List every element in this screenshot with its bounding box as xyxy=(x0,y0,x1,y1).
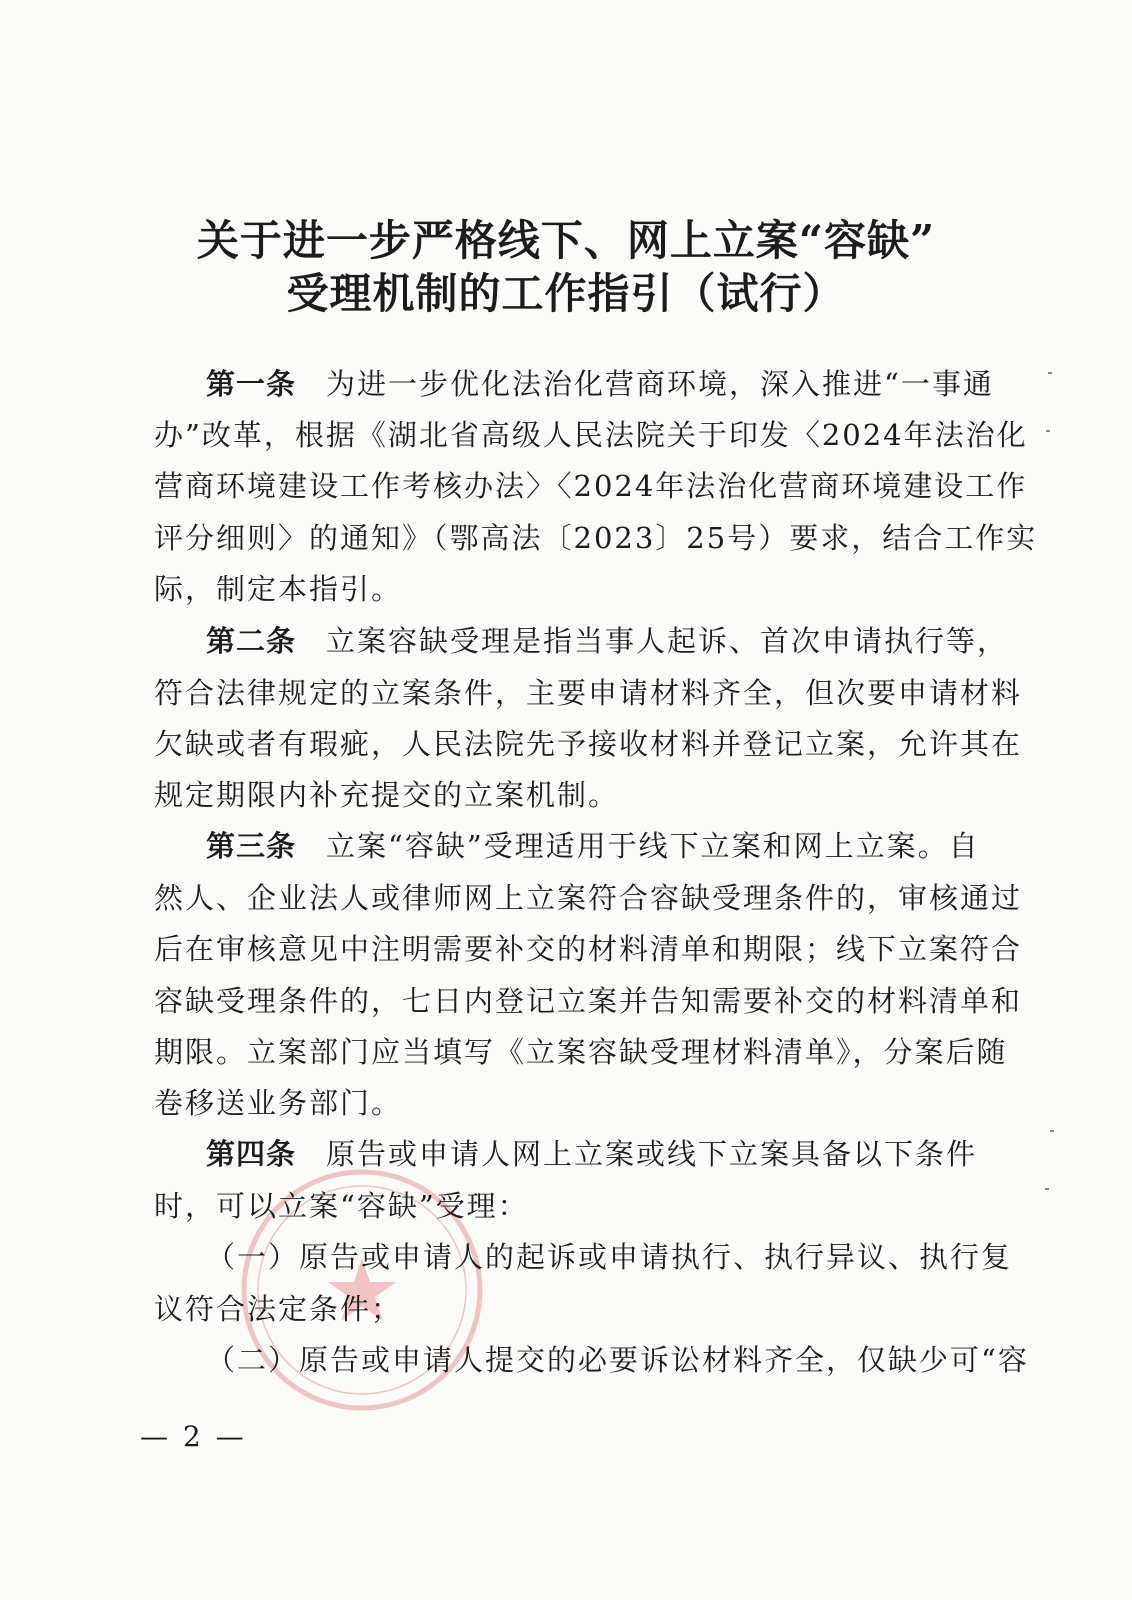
document-title-line-1: 关于进一步严格线下、网上立案“容缺” xyxy=(196,216,936,265)
article-2-label: 第二条 xyxy=(206,624,297,658)
article-1-line-2: 办”改革，根据《湖北省高级人民法院关于印发〈2024年法治化 xyxy=(154,418,1028,452)
article-3-line-3: 后在审核意见中注明需要补交的材料清单和期限；线下立案符合 xyxy=(154,932,1023,966)
document-title-line-2: 受理机制的工作指引（试行） xyxy=(286,269,846,318)
article-4-line-1: 第四条 原告或申请人网上立案或线下立案具备以下条件 xyxy=(206,1137,978,1171)
item-2-line-1: （二）原告或申请人提交的必要诉讼材料齐全，仅缺少可“容 xyxy=(206,1343,1029,1377)
item-1-line-1: （一）原告或申请人的起诉或申请执行、执行异议、执行复 xyxy=(206,1240,1013,1274)
article-1-line-5: 际，制定本指引。 xyxy=(154,572,403,606)
article-2-line-1: 第二条 立案容缺受理是指当事人起诉、首次申请执行等， xyxy=(206,624,1009,658)
article-4-line-2: 时，可以立案“容缺”受理： xyxy=(154,1189,529,1223)
article-1-line-4: 评分细则〉的通知》（鄂高法〔2023〕25号）要求，结合工作实 xyxy=(154,521,1038,555)
article-3-line-5: 期限。立案部门应当填写《立案容缺受理材料清单》，分案后随 xyxy=(154,1035,1008,1069)
article-3-line-1: 第三条 立案“容缺”受理适用于线下立案和网上立案。自 xyxy=(206,829,980,863)
article-2-line-2: 符合法律规定的立案条件，主要申请材料齐全，但次要申请材料 xyxy=(154,676,1023,710)
article-1-label: 第一条 xyxy=(206,367,297,401)
article-4-label: 第四条 xyxy=(206,1137,297,1171)
article-3-label: 第三条 xyxy=(206,829,297,863)
article-1-line-3: 营商环境建设工作考核办法〉〈2024年法治化营商环境建设工作 xyxy=(154,469,1028,503)
article-3-line-4: 容缺受理条件的，七日内登记立案并告知需要补交的材料清单和 xyxy=(154,984,1023,1018)
scan-speck xyxy=(1048,372,1052,374)
scan-speck xyxy=(1046,430,1050,432)
page-number: — 2 — xyxy=(140,1420,247,1453)
article-3-line-2: 然人、企业法人或律师网上立案符合容缺受理条件的，审核通过 xyxy=(154,881,1023,915)
article-3-line-6: 卷移送业务部门。 xyxy=(154,1086,403,1120)
scan-speck xyxy=(1045,1188,1049,1190)
scan-speck xyxy=(1050,1130,1054,1132)
article-1-line-1: 第一条 为进一步优化法治化营商环境，深入推进“一事通 xyxy=(206,367,994,401)
article-2-line-4: 规定期限内补充提交的立案机制。 xyxy=(154,778,620,812)
article-2-line-3: 欠缺或者有瑕疵，人民法院先予接收材料并登记立案，允许其在 xyxy=(154,727,1023,761)
item-1-line-2: 议符合法定条件； xyxy=(154,1292,403,1326)
